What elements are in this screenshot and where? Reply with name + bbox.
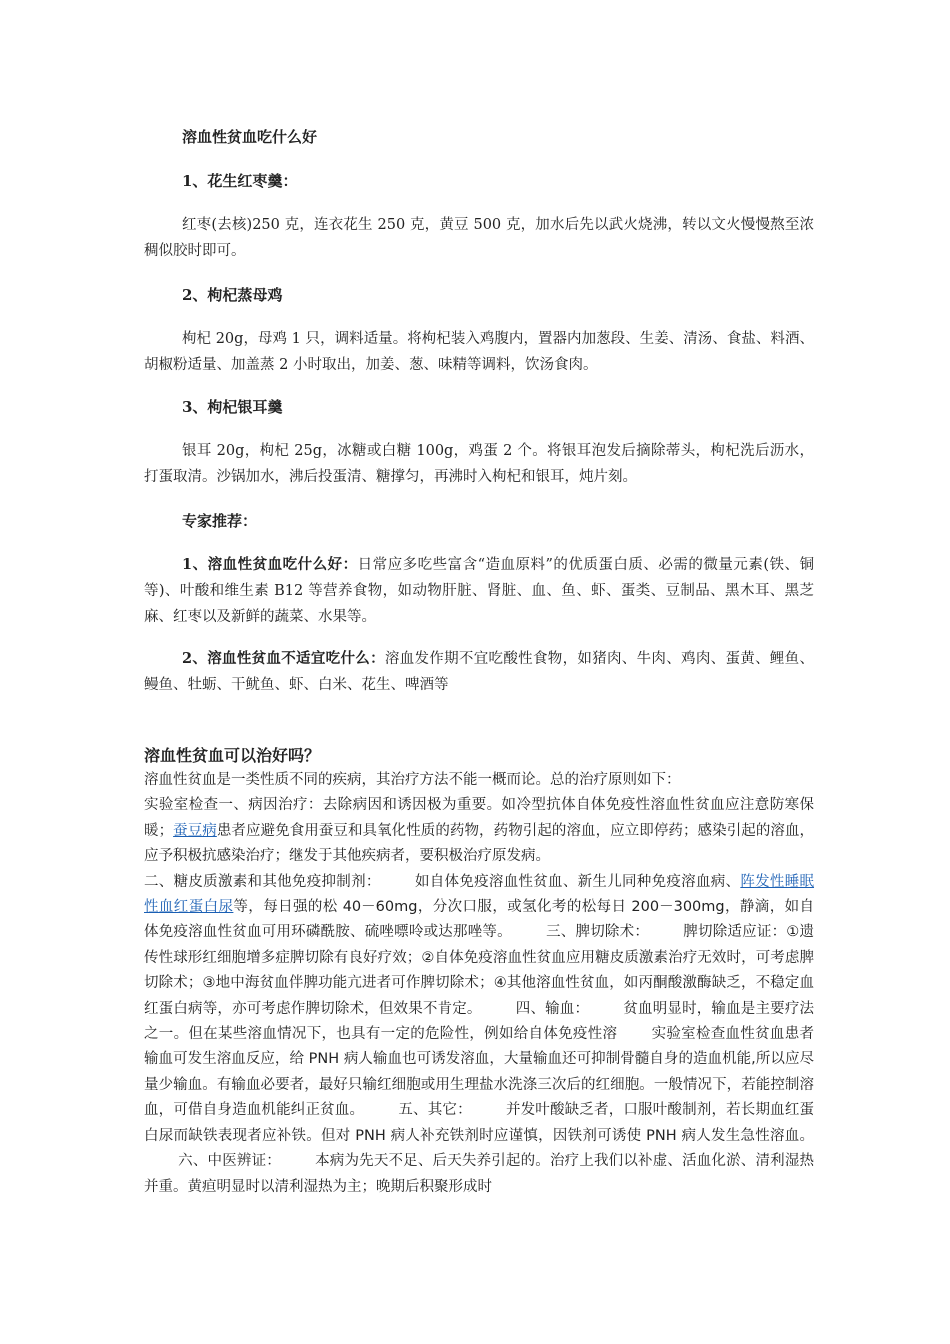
pnh-link[interactable]: 阵发性睡眠性血红蛋白尿: [144, 873, 815, 916]
recipe-text-2: 枸杞 20g，母鸡 1 只，调料适量。将枸杞装入鸡腹内，置器内加葱段、生姜、清汤、食盐、料酒、胡椒粉适量、加盖蒸 2 小时取出，加姜、葱、味精等调料，饮汤食肉。: [144, 331, 814, 373]
expert-item-1: [144, 552, 814, 630]
treatment-body: [144, 768, 814, 1200]
recipe-heading-3: 3、枸杞银耳羹: [182, 398, 283, 416]
expert-item-2-text: 溶血发作期不宜吃酸性食物，如猪肉、牛肉、鸡肉、蛋黄、鲤鱼、鳗鱼、牡蛎、干鱿鱼、虾、白米、花生、啤酒等: [144, 651, 814, 693]
favism-link[interactable]: 蚕豆病: [173, 822, 217, 839]
expert-item-1-text: 日常应多吃些富含“造血原料”的优质蛋白质、必需的微量元素(铁、铜等)、叶酸和维生素 B12 等营养食物，如动物肝脏、肾脏、血、鱼、虾、蛋类、豆制品、黑木耳、黑芝麻、红枣以及新鲜的蔬菜、水果等。: [144, 557, 815, 625]
treatment-cause: 实验室检查一、病因治疗：去除病因和诱因极为重要。如冷型抗体自体免疫性溶血性贫血应注意防寒保暖；蚕豆病患者应避免食用蚕豆和具氧化性质的药物，药物引起的溶血，应立即停药；感染引起的溶血，应予积极抗感染治疗；继发于其他疾病者，要积极治疗原发病。: [144, 797, 815, 865]
expert-item-2: [144, 646, 814, 698]
expert-heading: 专家推荐：: [182, 512, 258, 530]
recipe-heading-1: 1、花生红枣羹：: [182, 172, 298, 190]
expert-item-1-lead: 1、溶血性贫血吃什么好：: [182, 556, 358, 573]
recipe-text-3: 银耳 20g，枸杞 25g，冰糖或白糖 100g，鸡蛋 2 个。将银耳泡发后摘除蒂头，枸杞洗后沥水，打蛋取清。沙锅加水，沸后投蛋清、糖撑匀，再沸时入枸杞和银耳，炖片刻。: [144, 443, 814, 485]
recipe-heading-2: 2、枸杞蒸母鸡: [182, 286, 283, 304]
expert-item-2-lead: 2、溶血性贫血不适宜吃什么：: [182, 650, 385, 667]
recipe-text-1: 红枣(去核)250 克，连衣花生 250 克，黄豆 500 克，加水后先以武火烧沸，转以文火慢慢熬至浓稠似胶时即可。: [144, 217, 814, 259]
treatment-title: 溶血性贫血可以治好吗？: [144, 746, 321, 765]
treatment-intro: 溶血性贫血是一类性质不同的疾病，其治疗方法不能一概而论。总的治疗原则如下：: [144, 772, 681, 788]
treatment-methods: 二、糖皮质激素和其他免疫抑制剂： 如自体免疫溶血性贫血、新生儿同种免疫溶血病、阵发性睡眠性血红蛋白尿等，每日强的松 40－60mg，分次口服，或氢化考的松每日 200－300mg，静滴，如自体免疫溶血性贫血可用环磷酰胺、硫唑嘌呤或达那唑等。 三、脾切除术： 脾切除适应证：①遗传性球形红细胞增多症脾切除有良好疗效；②自体免疫溶血性贫血应用糖皮质激素治疗无效时，可考虑脾切除术；③地中海贫血伴脾功能亢进者可作脾切除术；④其他溶血性贫血，如丙酮酸激酶缺乏，不稳定血红蛋白病等，亦可考虑作脾切除术，但效果不肯定。 四、输血： 贫血明显时，输血是主要疗法之一。但在某些溶血情况下，也具有一定的危险性，例如给自体免疫性溶 实验室检查血性贫血患者输血可发生溶血反应，给 PNH 病人输血也可诱发溶血，大量输血还可抑制骨髓自身的造血机能,所以应尽量少输血。有输血必要者，最好只输红细胞或用生理盐水洗涤三次后的红细胞。一般情况下，若能控制溶血，可借自身造血机能纠正贫血。 五、其它： 并发叶酸缺乏者，口服叶酸制剂，若长期血红蛋白尿而缺铁表现者应补铁。但对 PNH 病人补充铁剂时应谨慎，因铁剂可诱使 PNH 病人发生急性溶血。六、中医辨证： 本病为先天不足、后天失养引起的。治疗上我们以补虚、活血化淤、清利湿热并重。黄疸明显时以清利湿热为主；晚期后积聚形成时: [144, 873, 815, 1195]
recipes-title: 溶血性贫血吃什么好: [182, 128, 318, 146]
